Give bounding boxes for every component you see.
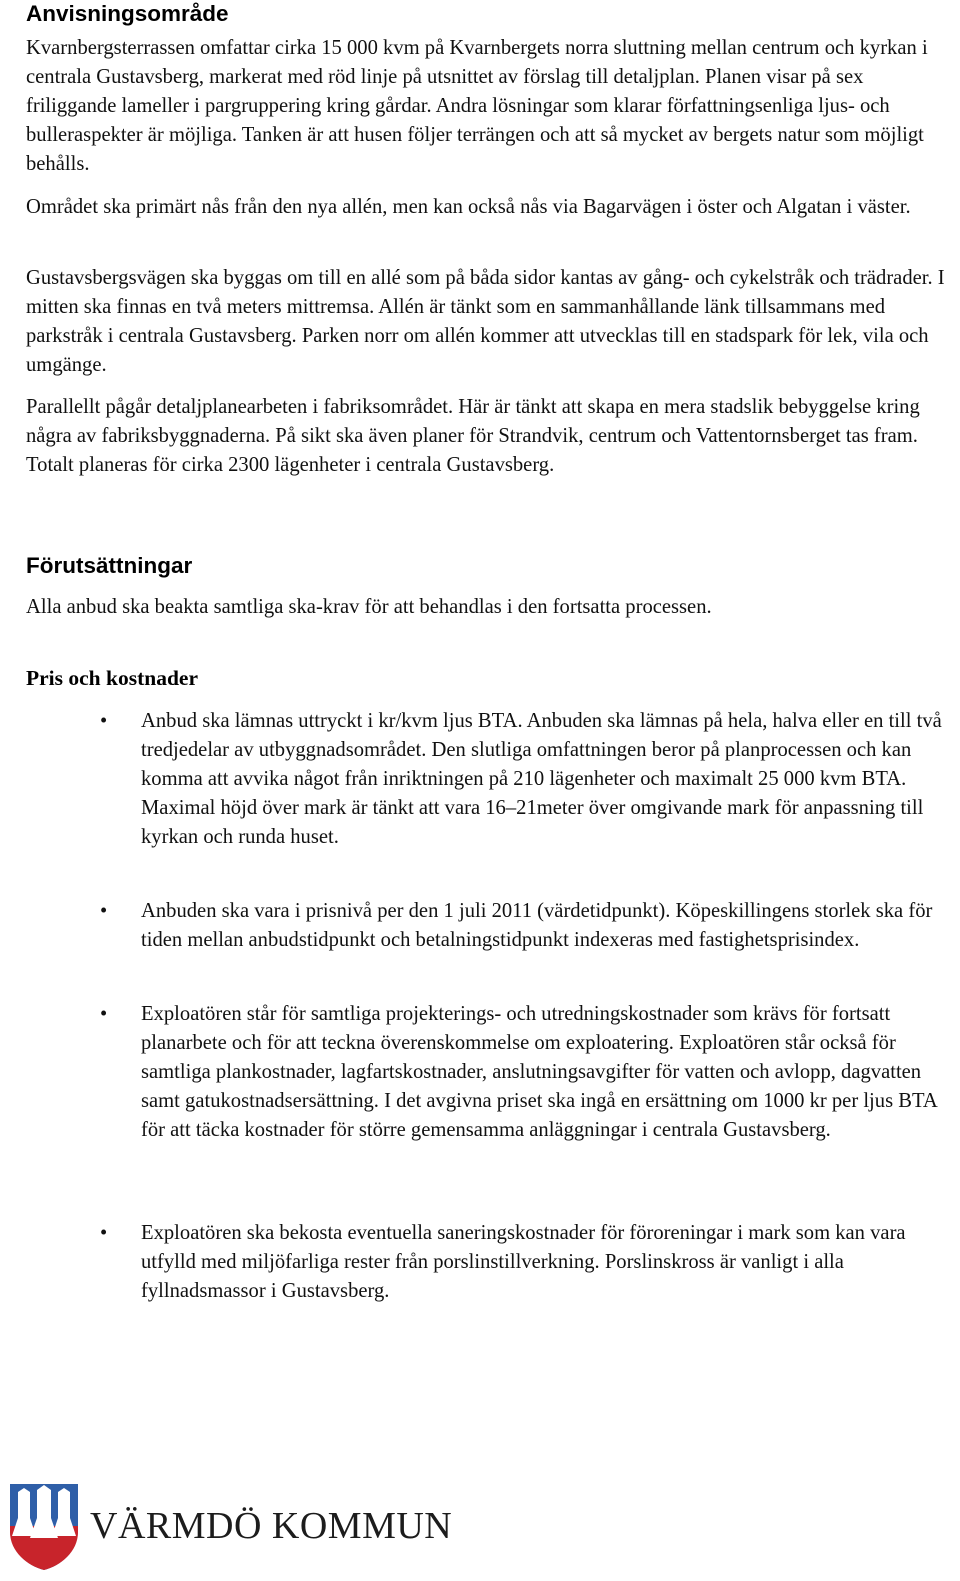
bullet-text: Exploatören står för samtliga projekterings- och utredningskostnader som krävs för fortsatt planarbete och för att teckna överenskommelse om exploatering. Exploatören står också för samtliga plankostnader, lagfartskostnader, anslutningsavgifter för vatten och avlopp, dagvatten samt gatukostnadsersättning. I det avgivna priset ska ingå en ersättning om 1000 kr per ljus BTA för att täcka kostnader för större gemensamma anläggningar i centrala Gustavsberg. xyxy=(141,1003,937,1141)
bullet-marker: • xyxy=(100,1003,108,1025)
paragraph-avenue: Gustavsbergsvägen ska byggas om till en allé som på båda sidor kantas av gång- och cykelstråk och trädrader. I mitten ska finnas en två meters mittremsa. Allén är tänkt som en sammanhållande länk tillsammans med parkstråk i centrala Gustavsberg. Parken norr om allén kommer att utvecklas till en stadspark för lek, vila och umgänge. xyxy=(26,267,945,376)
bullet-text: Anbuden ska vara i prisnivå per den 1 juli 2011 (värdetidpunkt). Köpeskillingens storlek ska för tiden mellan anbudstidpunkt och betalningstidpunkt indexeras med fastighetsprisindex. xyxy=(141,900,933,951)
bullet-marker: • xyxy=(100,710,108,732)
heading-forutsattningar: Förutsättningar xyxy=(26,553,193,578)
paragraph-area-description: Kvarnbergsterrassen omfattar cirka 15 000 kvm på Kvarnbergets norra sluttning mellan centrum och kyrkan i centrala Gustavsberg, markerat med röd linje på utsnittet av förslag till detaljplan. Planen visar på sex friliggande lameller i pargruppering kring gårdar. Andra lösningar som klarar författningsenliga ljus- och bulleraspekter är möjliga. Tanken är att husen följer terrängen och att så mycket av bergets natur som möjligt behålls. xyxy=(26,37,928,175)
bullet-marker: • xyxy=(100,900,108,922)
bullet-marker: • xyxy=(100,1222,108,1244)
paragraph-requirements: Alla anbud ska beakta samtliga ska-krav för att behandlas i den fortsatta processen. xyxy=(26,596,712,618)
organization-name: VÄRMDÖ KOMMUN xyxy=(90,1505,453,1547)
paragraph-parallel-planning: Parallellt pågår detaljplanearbeten i fabriksområdet. Här är tänkt att skapa en mera stadslik bebyggelse kring några av fabriksbyggnaderna. På sikt ska även planer för Strandvik, centrum och Vattentornsberget tas fram. Totalt planeras för cirka 2300 lägenheter i centrala Gustavsberg. xyxy=(26,396,920,476)
coat-of-arms-icon xyxy=(8,1482,80,1572)
paragraph-access: Området ska primärt nås från den nya allén, men kan också nås via Bagarvägen i öster och Algatan i väster. xyxy=(26,196,911,218)
heading-pris-och-kostnader: Pris och kostnader xyxy=(26,666,198,690)
bullet-text: Exploatören ska bekosta eventuella saneringskostnader för föroreningar i mark som kan vara utfylld med miljöfarliga rester från porslinstillverkning. Porslinskross är vanligt i alla fyllnadsmassor i Gustavsberg. xyxy=(141,1222,906,1302)
municipality-logo xyxy=(8,1482,453,1572)
bullet-text: Anbud ska lämnas uttryckt i kr/kvm ljus BTA. Anbuden ska lämnas på hela, halva eller en till två tredjedelar av utbyggnadsområdet. Den slutliga omfattningen beror på planprocessen och kan komma att avvika något från inriktningen på 210 lägenheter och maximalt 25 000 kvm BTA. Maximal höjd över mark är tänkt att vara 16–21meter över omgivande mark för anpassning till kyrkan och runda huset. xyxy=(141,710,942,848)
heading-anvisningsomrade: Anvisningsområde xyxy=(26,1,229,26)
